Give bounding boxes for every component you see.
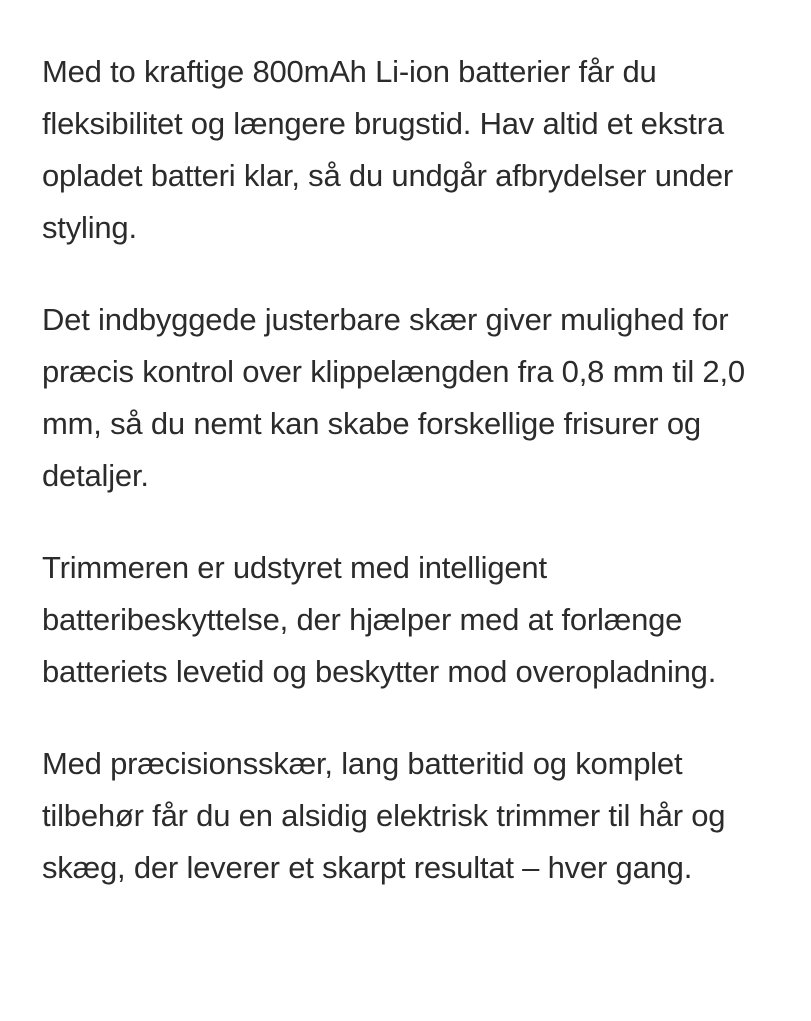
paragraph-summary: Med præcisionsskær, lang batteritid og komplet tilbehør får du en alsidig elektrisk trimmer til hår og skæg, der leverer et skarpt resultat – hver gang. (42, 746, 726, 885)
article-body (42, 46, 792, 894)
paragraph-batteries: Med to kraftige 800mAh Li-ion batterier får du fleksibilitet og længere brugstid. Hav altid et ekstra opladet batteri klar, så du undgår afbrydelser under styling. (42, 54, 733, 245)
paragraph-battery-protection: Trimmeren er udstyret med intelligent batteribeskyttelse, der hjælper med at forlænge batteriets levetid og beskytter mod overopladning. (42, 550, 717, 689)
paragraph-adjustable-blade: Det indbyggede justerbare skær giver mulighed for præcis kontrol over klippelængden fra 0,8 mm til 2,0 mm, så du nemt kan skabe forskellige frisurer og detaljer. (42, 302, 745, 493)
